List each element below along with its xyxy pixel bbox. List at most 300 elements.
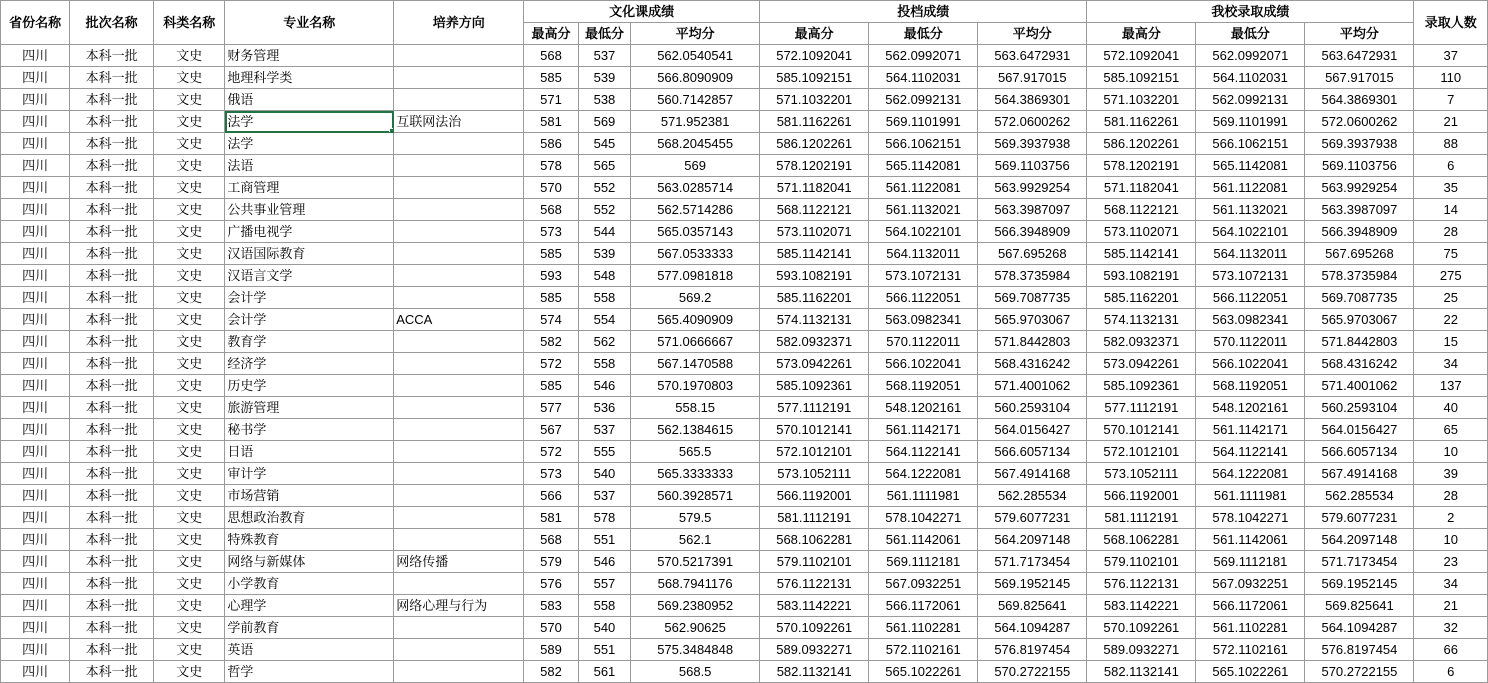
- cell-culture-avg[interactable]: 563.0285714: [631, 177, 760, 199]
- cell-province[interactable]: 四川: [1, 45, 70, 67]
- cell-major[interactable]: 会计学: [225, 309, 394, 331]
- cell-school-avg[interactable]: 569.3937938: [1305, 133, 1414, 155]
- cell-direction[interactable]: [394, 331, 524, 353]
- cell-batch[interactable]: 本科一批: [70, 551, 154, 573]
- cell-submission-min[interactable]: 564.1222081: [869, 463, 978, 485]
- cell-submission-max[interactable]: 585.1092361: [760, 375, 869, 397]
- cell-submission-avg[interactable]: 566.3948909: [978, 221, 1087, 243]
- cell-category[interactable]: 文史: [154, 573, 225, 595]
- cell-culture-avg[interactable]: 560.7142857: [631, 89, 760, 111]
- cell-school-max[interactable]: 568.1122121: [1087, 199, 1196, 221]
- cell-culture-min[interactable]: 554: [578, 309, 630, 331]
- cell-culture-min[interactable]: 578: [578, 507, 630, 529]
- cell-province[interactable]: 四川: [1, 375, 70, 397]
- cell-direction[interactable]: [394, 661, 524, 683]
- cell-category[interactable]: 文史: [154, 419, 225, 441]
- cell-submission-min[interactable]: 572.1102161: [869, 639, 978, 661]
- cell-province[interactable]: 四川: [1, 67, 70, 89]
- cell-submission-avg[interactable]: 566.6057134: [978, 441, 1087, 463]
- cell-enrolled-count[interactable]: 32: [1414, 617, 1488, 639]
- cell-culture-avg[interactable]: 568.7941176: [631, 573, 760, 595]
- cell-culture-max[interactable]: 572: [524, 353, 579, 375]
- cell-batch[interactable]: 本科一批: [70, 661, 154, 683]
- cell-culture-avg[interactable]: 558.15: [631, 397, 760, 419]
- cell-school-min[interactable]: 572.1102161: [1196, 639, 1305, 661]
- cell-enrolled-count[interactable]: 21: [1414, 111, 1488, 133]
- cell-school-max[interactable]: 585.1092151: [1087, 67, 1196, 89]
- cell-submission-min[interactable]: 562.0992071: [869, 45, 978, 67]
- cell-major[interactable]: 地理科学类: [225, 67, 394, 89]
- cell-category[interactable]: 文史: [154, 353, 225, 375]
- cell-school-avg[interactable]: 565.9703067: [1305, 309, 1414, 331]
- cell-culture-max[interactable]: 573: [524, 463, 579, 485]
- cell-submission-max[interactable]: 571.1032201: [760, 89, 869, 111]
- cell-school-avg[interactable]: 564.1094287: [1305, 617, 1414, 639]
- cell-submission-max[interactable]: 593.1082191: [760, 265, 869, 287]
- cell-major[interactable]: 历史学: [225, 375, 394, 397]
- cell-culture-min[interactable]: 539: [578, 243, 630, 265]
- cell-culture-avg[interactable]: 565.5: [631, 441, 760, 463]
- cell-school-avg[interactable]: 578.3735984: [1305, 265, 1414, 287]
- cell-school-avg[interactable]: 576.8197454: [1305, 639, 1414, 661]
- cell-culture-avg[interactable]: 568.5: [631, 661, 760, 683]
- cell-category[interactable]: 文史: [154, 331, 225, 353]
- cell-culture-max[interactable]: 572: [524, 441, 579, 463]
- cell-submission-min[interactable]: 548.1202161: [869, 397, 978, 419]
- cell-category[interactable]: 文史: [154, 221, 225, 243]
- cell-submission-min[interactable]: 573.1072131: [869, 265, 978, 287]
- cell-school-max[interactable]: 579.1102101: [1087, 551, 1196, 573]
- cell-school-min[interactable]: 568.1192051: [1196, 375, 1305, 397]
- cell-direction[interactable]: [394, 133, 524, 155]
- cell-enrolled-count[interactable]: 28: [1414, 221, 1488, 243]
- cell-submission-avg[interactable]: 564.2097148: [978, 529, 1087, 551]
- cell-major[interactable]: 思想政治教育: [225, 507, 394, 529]
- cell-major[interactable]: 汉语言文学: [225, 265, 394, 287]
- cell-direction[interactable]: [394, 265, 524, 287]
- cell-batch[interactable]: 本科一批: [70, 397, 154, 419]
- cell-major[interactable]: 俄语: [225, 89, 394, 111]
- cell-school-avg[interactable]: 563.9929254: [1305, 177, 1414, 199]
- cell-category[interactable]: 文史: [154, 67, 225, 89]
- cell-category[interactable]: 文史: [154, 287, 225, 309]
- cell-province[interactable]: 四川: [1, 265, 70, 287]
- cell-culture-avg[interactable]: 569: [631, 155, 760, 177]
- cell-batch[interactable]: 本科一批: [70, 221, 154, 243]
- cell-school-avg[interactable]: 569.7087735: [1305, 287, 1414, 309]
- cell-school-avg[interactable]: 579.6077231: [1305, 507, 1414, 529]
- cell-culture-min[interactable]: 537: [578, 45, 630, 67]
- cell-school-max[interactable]: 593.1082191: [1087, 265, 1196, 287]
- cell-culture-min[interactable]: 569: [578, 111, 630, 133]
- cell-batch[interactable]: 本科一批: [70, 309, 154, 331]
- cell-submission-max[interactable]: 572.1012101: [760, 441, 869, 463]
- cell-culture-max[interactable]: 593: [524, 265, 579, 287]
- cell-culture-avg[interactable]: 575.3484848: [631, 639, 760, 661]
- cell-province[interactable]: 四川: [1, 463, 70, 485]
- cell-school-max[interactable]: 577.1112191: [1087, 397, 1196, 419]
- cell-culture-avg[interactable]: 565.3333333: [631, 463, 760, 485]
- cell-school-max[interactable]: 585.1092361: [1087, 375, 1196, 397]
- cell-major[interactable]: 哲学: [225, 661, 394, 683]
- cell-province[interactable]: 四川: [1, 661, 70, 683]
- cell-school-avg[interactable]: 572.0600262: [1305, 111, 1414, 133]
- cell-school-min[interactable]: 566.1022041: [1196, 353, 1305, 375]
- cell-submission-avg[interactable]: 579.6077231: [978, 507, 1087, 529]
- cell-direction[interactable]: [394, 485, 524, 507]
- cell-culture-min[interactable]: 546: [578, 375, 630, 397]
- cell-submission-min[interactable]: 561.1111981: [869, 485, 978, 507]
- cell-submission-max[interactable]: 582.0932371: [760, 331, 869, 353]
- cell-major[interactable]: 心理学: [225, 595, 394, 617]
- cell-school-min[interactable]: 569.1101991: [1196, 111, 1305, 133]
- cell-submission-min[interactable]: 561.1122081: [869, 177, 978, 199]
- cell-enrolled-count[interactable]: 6: [1414, 155, 1488, 177]
- cell-category[interactable]: 文史: [154, 397, 225, 419]
- cell-major[interactable]: 网络与新媒体: [225, 551, 394, 573]
- cell-school-avg[interactable]: 563.6472931: [1305, 45, 1414, 67]
- cell-submission-min[interactable]: 570.1122011: [869, 331, 978, 353]
- cell-school-max[interactable]: 570.1092261: [1087, 617, 1196, 639]
- cell-submission-min[interactable]: 562.0992131: [869, 89, 978, 111]
- cell-school-min[interactable]: 578.1042271: [1196, 507, 1305, 529]
- cell-submission-max[interactable]: 576.1122131: [760, 573, 869, 595]
- cell-school-max[interactable]: 578.1202191: [1087, 155, 1196, 177]
- cell-submission-avg[interactable]: 563.3987097: [978, 199, 1087, 221]
- cell-school-max[interactable]: 568.1062281: [1087, 529, 1196, 551]
- cell-school-min[interactable]: 564.1122141: [1196, 441, 1305, 463]
- cell-culture-max[interactable]: 581: [524, 507, 579, 529]
- cell-direction[interactable]: ACCA: [394, 309, 524, 331]
- cell-culture-max[interactable]: 573: [524, 221, 579, 243]
- cell-submission-max[interactable]: 573.1052111: [760, 463, 869, 485]
- cell-culture-min[interactable]: 561: [578, 661, 630, 683]
- cell-submission-max[interactable]: 573.0942261: [760, 353, 869, 375]
- cell-direction[interactable]: [394, 67, 524, 89]
- cell-major[interactable]: 英语: [225, 639, 394, 661]
- cell-submission-avg[interactable]: 571.4001062: [978, 375, 1087, 397]
- cell-submission-min[interactable]: 563.0982341: [869, 309, 978, 331]
- cell-submission-max[interactable]: 581.1112191: [760, 507, 869, 529]
- cell-submission-min[interactable]: 564.1022101: [869, 221, 978, 243]
- cell-culture-max[interactable]: 578: [524, 155, 579, 177]
- cell-enrolled-count[interactable]: 22: [1414, 309, 1488, 331]
- cell-direction[interactable]: [394, 639, 524, 661]
- cell-school-avg[interactable]: 569.1952145: [1305, 573, 1414, 595]
- cell-enrolled-count[interactable]: 2: [1414, 507, 1488, 529]
- cell-school-avg[interactable]: 566.3948909: [1305, 221, 1414, 243]
- column-header-submission-max[interactable]: 最高分: [760, 23, 869, 45]
- cell-province[interactable]: 四川: [1, 331, 70, 353]
- cell-culture-avg[interactable]: 577.0981818: [631, 265, 760, 287]
- cell-province[interactable]: 四川: [1, 573, 70, 595]
- cell-major[interactable]: 法学: [225, 133, 394, 155]
- cell-direction[interactable]: [394, 375, 524, 397]
- cell-category[interactable]: 文史: [154, 243, 225, 265]
- cell-school-min[interactable]: 561.1142171: [1196, 419, 1305, 441]
- cell-submission-max[interactable]: 579.1102101: [760, 551, 869, 573]
- cell-province[interactable]: 四川: [1, 111, 70, 133]
- cell-submission-avg[interactable]: 563.6472931: [978, 45, 1087, 67]
- cell-culture-min[interactable]: 537: [578, 419, 630, 441]
- cell-submission-avg[interactable]: 564.1094287: [978, 617, 1087, 639]
- cell-enrolled-count[interactable]: 23: [1414, 551, 1488, 573]
- cell-culture-max[interactable]: 585: [524, 67, 579, 89]
- cell-category[interactable]: 文史: [154, 485, 225, 507]
- cell-category[interactable]: 文史: [154, 661, 225, 683]
- cell-enrolled-count[interactable]: 110: [1414, 67, 1488, 89]
- cell-culture-max[interactable]: 568: [524, 529, 579, 551]
- column-header-school-avg[interactable]: 平均分: [1305, 23, 1414, 45]
- cell-submission-avg[interactable]: 560.2593104: [978, 397, 1087, 419]
- cell-submission-max[interactable]: 571.1182041: [760, 177, 869, 199]
- cell-culture-avg[interactable]: 560.3928571: [631, 485, 760, 507]
- cell-enrolled-count[interactable]: 65: [1414, 419, 1488, 441]
- cell-enrolled-count[interactable]: 39: [1414, 463, 1488, 485]
- cell-province[interactable]: 四川: [1, 353, 70, 375]
- cell-direction[interactable]: 网络心理与行为: [394, 595, 524, 617]
- cell-submission-min[interactable]: 561.1132021: [869, 199, 978, 221]
- cell-major[interactable]: 汉语国际教育: [225, 243, 394, 265]
- cell-school-avg[interactable]: 567.695268: [1305, 243, 1414, 265]
- cell-major[interactable]: 公共事业管理: [225, 199, 394, 221]
- cell-culture-max[interactable]: 576: [524, 573, 579, 595]
- cell-direction[interactable]: [394, 89, 524, 111]
- cell-school-avg[interactable]: 564.3869301: [1305, 89, 1414, 111]
- cell-batch[interactable]: 本科一批: [70, 133, 154, 155]
- cell-enrolled-count[interactable]: 35: [1414, 177, 1488, 199]
- cell-culture-min[interactable]: 558: [578, 353, 630, 375]
- cell-submission-min[interactable]: 568.1192051: [869, 375, 978, 397]
- cell-direction[interactable]: [394, 507, 524, 529]
- column-header-culture-max[interactable]: 最高分: [524, 23, 579, 45]
- cell-submission-avg[interactable]: 562.285534: [978, 485, 1087, 507]
- cell-direction[interactable]: [394, 199, 524, 221]
- cell-submission-avg[interactable]: 567.695268: [978, 243, 1087, 265]
- column-header-batch[interactable]: 批次名称: [70, 1, 154, 45]
- cell-submission-avg[interactable]: 565.9703067: [978, 309, 1087, 331]
- cell-culture-min[interactable]: 551: [578, 639, 630, 661]
- column-header-direction[interactable]: 培养方向: [394, 1, 524, 45]
- cell-school-avg[interactable]: 562.285534: [1305, 485, 1414, 507]
- cell-submission-max[interactable]: 566.1192001: [760, 485, 869, 507]
- cell-category[interactable]: 文史: [154, 265, 225, 287]
- cell-submission-min[interactable]: 566.1122051: [869, 287, 978, 309]
- cell-direction[interactable]: [394, 353, 524, 375]
- column-header-submission-avg[interactable]: 平均分: [978, 23, 1087, 45]
- column-header-major[interactable]: 专业名称: [225, 1, 394, 45]
- cell-school-max[interactable]: 586.1202261: [1087, 133, 1196, 155]
- cell-province[interactable]: 四川: [1, 287, 70, 309]
- cell-culture-avg[interactable]: 562.5714286: [631, 199, 760, 221]
- cell-school-max[interactable]: 573.0942261: [1087, 353, 1196, 375]
- cell-school-avg[interactable]: 560.2593104: [1305, 397, 1414, 419]
- cell-direction[interactable]: [394, 177, 524, 199]
- cell-direction[interactable]: 互联网法治: [394, 111, 524, 133]
- cell-direction[interactable]: [394, 221, 524, 243]
- cell-school-max[interactable]: 573.1052111: [1087, 463, 1196, 485]
- cell-submission-avg[interactable]: 569.3937938: [978, 133, 1087, 155]
- cell-province[interactable]: 四川: [1, 595, 70, 617]
- cell-submission-avg[interactable]: 567.4914168: [978, 463, 1087, 485]
- cell-category[interactable]: 文史: [154, 617, 225, 639]
- cell-culture-avg[interactable]: 567.1470588: [631, 353, 760, 375]
- cell-major[interactable]: 工商管理: [225, 177, 394, 199]
- cell-category[interactable]: 文史: [154, 595, 225, 617]
- cell-submission-min[interactable]: 561.1142171: [869, 419, 978, 441]
- cell-school-max[interactable]: 572.1012101: [1087, 441, 1196, 463]
- cell-culture-avg[interactable]: 569.2380952: [631, 595, 760, 617]
- cell-submission-max[interactable]: 586.1202261: [760, 133, 869, 155]
- cell-direction[interactable]: 网络传播: [394, 551, 524, 573]
- cell-province[interactable]: 四川: [1, 243, 70, 265]
- cell-province[interactable]: 四川: [1, 221, 70, 243]
- cell-submission-max[interactable]: 585.1162201: [760, 287, 869, 309]
- cell-culture-max[interactable]: 579: [524, 551, 579, 573]
- cell-culture-min[interactable]: 545: [578, 133, 630, 155]
- cell-school-max[interactable]: 585.1142141: [1087, 243, 1196, 265]
- cell-province[interactable]: 四川: [1, 551, 70, 573]
- cell-enrolled-count[interactable]: 275: [1414, 265, 1488, 287]
- cell-school-min[interactable]: 565.1142081: [1196, 155, 1305, 177]
- cell-batch[interactable]: 本科一批: [70, 485, 154, 507]
- cell-submission-avg[interactable]: 571.7173454: [978, 551, 1087, 573]
- cell-school-avg[interactable]: 568.4316242: [1305, 353, 1414, 375]
- cell-province[interactable]: 四川: [1, 639, 70, 661]
- cell-category[interactable]: 文史: [154, 441, 225, 463]
- cell-enrolled-count[interactable]: 88: [1414, 133, 1488, 155]
- cell-province[interactable]: 四川: [1, 199, 70, 221]
- cell-direction[interactable]: [394, 155, 524, 177]
- cell-major[interactable]: 日语: [225, 441, 394, 463]
- cell-enrolled-count[interactable]: 15: [1414, 331, 1488, 353]
- cell-category[interactable]: 文史: [154, 463, 225, 485]
- cell-school-min[interactable]: 561.1111981: [1196, 485, 1305, 507]
- cell-culture-avg[interactable]: 571.0666667: [631, 331, 760, 353]
- cell-submission-min[interactable]: 561.1102281: [869, 617, 978, 639]
- cell-submission-min[interactable]: 567.0932251: [869, 573, 978, 595]
- cell-enrolled-count[interactable]: 10: [1414, 529, 1488, 551]
- cell-enrolled-count[interactable]: 7: [1414, 89, 1488, 111]
- column-header-school-min[interactable]: 最低分: [1196, 23, 1305, 45]
- cell-submission-avg[interactable]: 569.1103756: [978, 155, 1087, 177]
- cell-submission-max[interactable]: 577.1112191: [760, 397, 869, 419]
- cell-province[interactable]: 四川: [1, 441, 70, 463]
- cell-culture-avg[interactable]: 579.5: [631, 507, 760, 529]
- cell-school-avg[interactable]: 567.4914168: [1305, 463, 1414, 485]
- cell-province[interactable]: 四川: [1, 309, 70, 331]
- cell-major[interactable]: 旅游管理: [225, 397, 394, 419]
- cell-school-min[interactable]: 564.1022101: [1196, 221, 1305, 243]
- cell-submission-max[interactable]: 568.1062281: [760, 529, 869, 551]
- cell-batch[interactable]: 本科一批: [70, 199, 154, 221]
- cell-school-min[interactable]: 561.1132021: [1196, 199, 1305, 221]
- cell-submission-min[interactable]: 569.1101991: [869, 111, 978, 133]
- cell-batch[interactable]: 本科一批: [70, 419, 154, 441]
- cell-major[interactable]: 经济学: [225, 353, 394, 375]
- cell-submission-max[interactable]: 581.1162261: [760, 111, 869, 133]
- cell-submission-min[interactable]: 561.1142061: [869, 529, 978, 551]
- cell-category[interactable]: 文史: [154, 375, 225, 397]
- cell-submission-max[interactable]: 574.1132131: [760, 309, 869, 331]
- cell-direction[interactable]: [394, 529, 524, 551]
- cell-culture-min[interactable]: 540: [578, 617, 630, 639]
- cell-submission-min[interactable]: 564.1102031: [869, 67, 978, 89]
- cell-culture-min[interactable]: 552: [578, 199, 630, 221]
- cell-batch[interactable]: 本科一批: [70, 573, 154, 595]
- cell-major[interactable]: 教育学: [225, 331, 394, 353]
- cell-school-avg[interactable]: 564.2097148: [1305, 529, 1414, 551]
- cell-submission-min[interactable]: 566.1062151: [869, 133, 978, 155]
- cell-province[interactable]: 四川: [1, 177, 70, 199]
- cell-submission-min[interactable]: 565.1022261: [869, 661, 978, 683]
- cell-culture-max[interactable]: 571: [524, 89, 579, 111]
- cell-culture-min[interactable]: 555: [578, 441, 630, 463]
- cell-school-max[interactable]: 571.1032201: [1087, 89, 1196, 111]
- cell-batch[interactable]: 本科一批: [70, 353, 154, 375]
- cell-culture-max[interactable]: 581: [524, 111, 579, 133]
- cell-category[interactable]: 文史: [154, 155, 225, 177]
- cell-culture-avg[interactable]: 565.0357143: [631, 221, 760, 243]
- cell-enrolled-count[interactable]: 40: [1414, 397, 1488, 419]
- cell-province[interactable]: 四川: [1, 419, 70, 441]
- cell-school-min[interactable]: 573.1072131: [1196, 265, 1305, 287]
- cell-culture-max[interactable]: 585: [524, 287, 579, 309]
- cell-major[interactable]: 小学教育: [225, 573, 394, 595]
- cell-category[interactable]: 文史: [154, 45, 225, 67]
- cell-school-min[interactable]: 561.1102281: [1196, 617, 1305, 639]
- cell-culture-avg[interactable]: 570.5217391: [631, 551, 760, 573]
- cell-school-max[interactable]: 581.1112191: [1087, 507, 1196, 529]
- cell-enrolled-count[interactable]: 6: [1414, 661, 1488, 683]
- cell-submission-max[interactable]: 573.1102071: [760, 221, 869, 243]
- cell-school-min[interactable]: 566.1062151: [1196, 133, 1305, 155]
- column-header-culture-avg[interactable]: 平均分: [631, 23, 760, 45]
- cell-direction[interactable]: [394, 397, 524, 419]
- cell-province[interactable]: 四川: [1, 155, 70, 177]
- cell-culture-avg[interactable]: 570.1970803: [631, 375, 760, 397]
- cell-school-max[interactable]: 583.1142221: [1087, 595, 1196, 617]
- cell-school-min[interactable]: 566.1172061: [1196, 595, 1305, 617]
- cell-batch[interactable]: 本科一批: [70, 45, 154, 67]
- cell-submission-avg[interactable]: 563.9929254: [978, 177, 1087, 199]
- cell-culture-max[interactable]: 567: [524, 419, 579, 441]
- cell-school-min[interactable]: 548.1202161: [1196, 397, 1305, 419]
- cell-culture-avg[interactable]: 568.2045455: [631, 133, 760, 155]
- column-header-enrolled-count[interactable]: 录取人数: [1414, 1, 1488, 45]
- cell-culture-avg[interactable]: 562.1: [631, 529, 760, 551]
- cell-direction[interactable]: [394, 45, 524, 67]
- cell-culture-max[interactable]: 570: [524, 177, 579, 199]
- cell-culture-min[interactable]: 552: [578, 177, 630, 199]
- cell-school-avg[interactable]: 570.2722155: [1305, 661, 1414, 683]
- cell-enrolled-count[interactable]: 14: [1414, 199, 1488, 221]
- cell-school-avg[interactable]: 564.0156427: [1305, 419, 1414, 441]
- column-header-province[interactable]: 省份名称: [1, 1, 70, 45]
- cell-category[interactable]: 文史: [154, 551, 225, 573]
- cell-culture-max[interactable]: 585: [524, 375, 579, 397]
- cell-school-min[interactable]: 563.0982341: [1196, 309, 1305, 331]
- cell-school-max[interactable]: 566.1192001: [1087, 485, 1196, 507]
- cell-major[interactable]: 法语: [225, 155, 394, 177]
- cell-culture-min[interactable]: 537: [578, 485, 630, 507]
- cell-submission-avg[interactable]: 568.4316242: [978, 353, 1087, 375]
- cell-culture-avg[interactable]: 562.0540541: [631, 45, 760, 67]
- cell-batch[interactable]: 本科一批: [70, 287, 154, 309]
- cell-school-min[interactable]: 565.1022261: [1196, 661, 1305, 683]
- cell-culture-max[interactable]: 582: [524, 331, 579, 353]
- cell-batch[interactable]: 本科一批: [70, 595, 154, 617]
